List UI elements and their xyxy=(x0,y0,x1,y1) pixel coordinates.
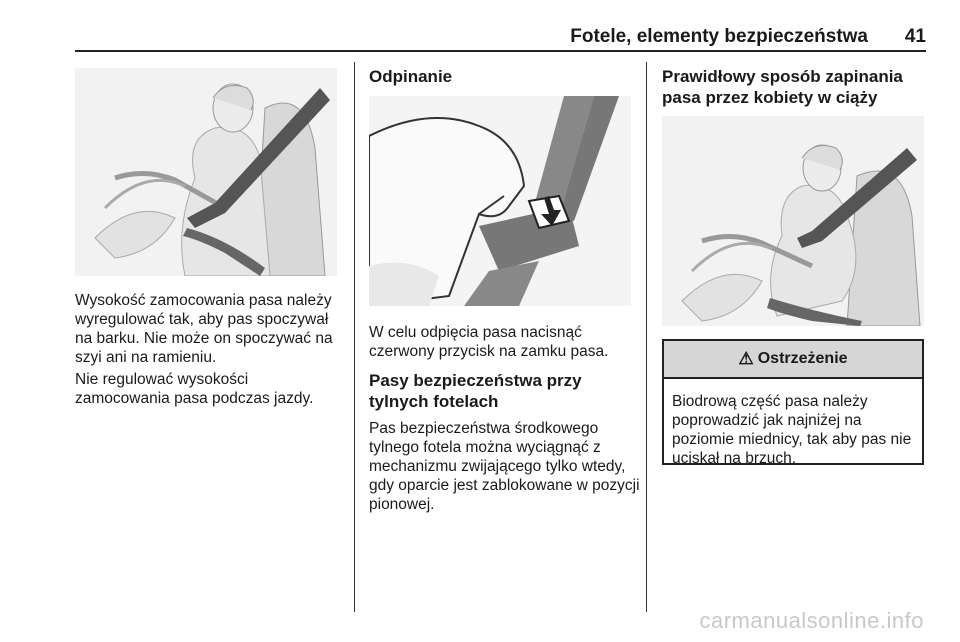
unbuckling-illustration xyxy=(369,96,631,306)
figure-unbuckling xyxy=(369,96,631,306)
figure-pregnant-belt xyxy=(662,116,924,326)
watermark: carmanualsonline.info xyxy=(699,608,924,633)
warning-header xyxy=(664,341,922,379)
column-divider-left xyxy=(354,62,355,612)
belt-height-illustration xyxy=(75,68,337,276)
page-number: 41 xyxy=(904,26,926,47)
figure-belt-height xyxy=(75,68,337,276)
warning-text: Biodrową część pasa należy poprowadzić jak najniżej na poziomie miednicy, tak aby pas nie uciskał na brzuch. xyxy=(672,393,912,467)
middle-paragraph-1: W celu odpięcia pasa nacisnąć czerwony przycisk na zamku pasa. xyxy=(369,324,609,360)
middle-paragraph-2: Pas bezpieczeństwa środkowego tylnego fotela można wyciągnąć z mechanizmu zwijającego tylko wtedy, gdy oparcie jest zablokowane w pozycji pionowej. xyxy=(369,420,640,513)
section-heading-odpinanie: Odpinanie xyxy=(369,67,453,86)
left-paragraph-1: Wysokość zamocowania pasa należy wyregulować tak, aby pas spoczywał na barku. Nie może on spoczywać na szyi ani na ramieniu. xyxy=(75,292,333,366)
header-rule xyxy=(75,50,926,52)
warning-box xyxy=(662,339,924,465)
section-heading-pregnant: Prawidłowy sposób zapinania pasa przez kobiety w ciąży xyxy=(662,67,903,107)
section-heading-rear-belts: Pasy bezpieczeństwa przy tylnych fotelach xyxy=(369,371,582,411)
column-divider-right xyxy=(646,62,647,612)
warning-title: Ostrzeżenie xyxy=(757,350,848,367)
pregnant-belt-illustration xyxy=(662,116,924,326)
left-paragraph-2: Nie regulować wysokości zamocowania pasa podczas jazdy. xyxy=(75,371,314,407)
warning-triangle-icon: ⚠ xyxy=(738,349,754,368)
page-header-title: Fotele, elementy bezpieczeństwa xyxy=(570,26,868,47)
